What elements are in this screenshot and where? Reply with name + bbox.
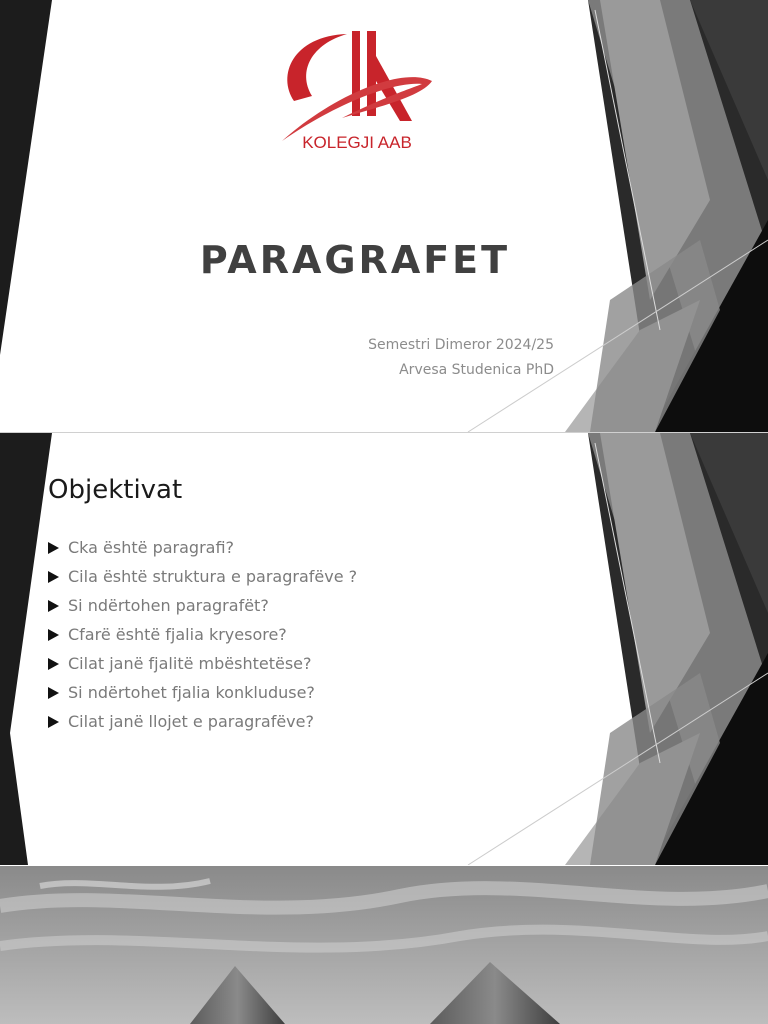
list-item-text: Si ndërtohen paragrafët? bbox=[68, 596, 269, 615]
list-item-text: Cilat janë llojet e paragrafëve? bbox=[68, 712, 314, 731]
logo-text: KOLEGJI AAB bbox=[302, 133, 412, 152]
author-text: Arvesa Studenica PhD bbox=[399, 362, 554, 378]
list-item bbox=[48, 649, 357, 678]
title-slide bbox=[0, 0, 768, 432]
list-item bbox=[48, 707, 357, 736]
list-item-text: Cka është paragrafi? bbox=[68, 538, 235, 557]
list-item-text: Cila është struktura e paragrafëve ? bbox=[68, 567, 358, 586]
objectives-heading: Objektivat bbox=[48, 475, 183, 505]
pyramids-photo bbox=[0, 866, 768, 1024]
triangle-bullet-icon bbox=[48, 687, 59, 699]
list-item bbox=[48, 591, 357, 620]
kolegji-aab-logo bbox=[272, 26, 442, 154]
semester-text: Semestri Dimeror 2024/25 bbox=[368, 337, 554, 353]
objectives-slide bbox=[0, 433, 768, 865]
triangle-bullet-icon bbox=[48, 600, 59, 612]
list-item-text: Cilat janë fjalitë mbështetëse? bbox=[68, 654, 312, 673]
list-item bbox=[48, 533, 357, 562]
triangle-bullet-icon bbox=[48, 716, 59, 728]
pyramids-photo-slide bbox=[0, 866, 768, 1024]
list-item-text: Si ndërtohet fjalia konkluduse? bbox=[68, 683, 315, 702]
list-item bbox=[48, 562, 357, 591]
slide-title: PARAGRAFET bbox=[199, 238, 511, 282]
objectives-list bbox=[48, 533, 357, 736]
triangle-bullet-icon bbox=[48, 571, 59, 583]
triangle-bullet-icon bbox=[48, 542, 59, 554]
triangle-bullet-icon bbox=[48, 658, 59, 670]
triangle-bullet-icon bbox=[48, 629, 59, 641]
list-item-text: Cfarë është fjalia kryesore? bbox=[68, 625, 287, 644]
list-item bbox=[48, 620, 357, 649]
list-item bbox=[48, 678, 357, 707]
